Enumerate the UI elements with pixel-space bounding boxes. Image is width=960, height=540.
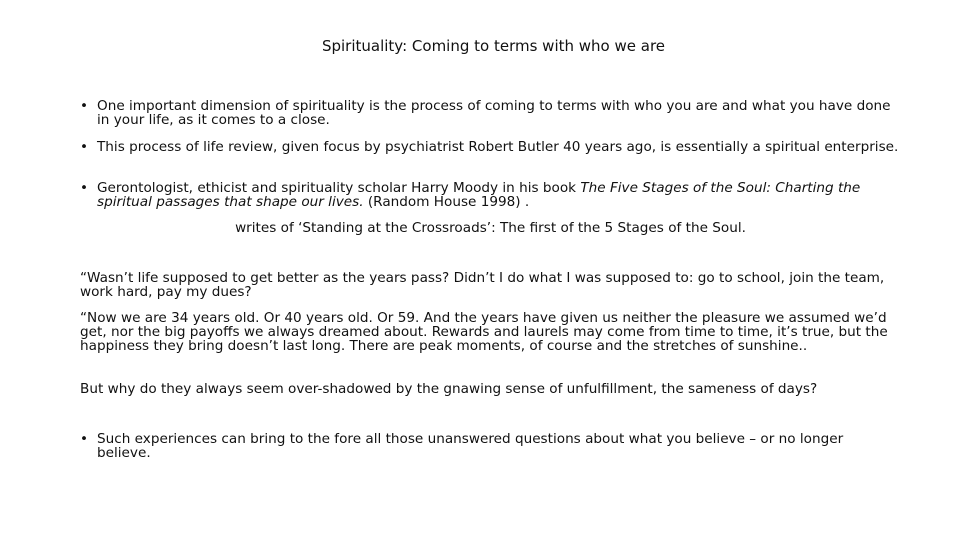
bullet-text-after-title: (Random House 1998) . — [363, 194, 530, 210]
bullet-text: One important dimension of spirituality is the process of coming to terms with who you are and what you have done in your life, as it comes to a close. — [97, 98, 891, 128]
closing-bullet-text: Such experiences can bring to the fore all those unanswered questions about what you believe – or no longer believe. — [97, 431, 844, 461]
bullet-item-1 — [80, 99, 900, 127]
quote-paragraph-3: But why do they always seem over-shadowed by the gnawing sense of unfulfillment, the sameness of days? — [80, 381, 818, 397]
book-title: The Five Stages of the Soul: Charting the spiritual passages that shape our lives. — [97, 180, 861, 210]
bullet-dot-icon: • — [80, 98, 89, 114]
quote-paragraph-1: “Wasn’t life supposed to get better as the years pass? Didn’t I do what I was supposed to: go to school, join the team, work hard, pay my dues? — [80, 270, 885, 300]
bullet-item-3 — [80, 181, 900, 209]
quote-paragraph-2: “Now we are 34 years old. Or 40 years old. Or 59. And the years have given us neither the pleasure we assumed we’d get, nor the big payoffs we always dreamed about. Rewards and laurels may come from time to time, it’s true, but the happiness they bring doesn’t last long. There are peak moments, of course and the stretches of sunshine.. — [80, 310, 888, 354]
bullet-text: This process of life review, given focus by psychiatrist Robert Butler 40 years ago, is essentially a spiritual enterprise. — [97, 139, 899, 155]
crossroads-line: writes of ‘Standing at the Crossroads’: The first of the 5 Stages of the Soul. — [235, 220, 746, 236]
slide-title: Spirituality: Coming to terms with who we are — [321, 37, 666, 55]
bullet-dot-icon: • — [80, 180, 89, 196]
bullet-item-2 — [80, 140, 900, 154]
bullet-dot-icon: • — [80, 431, 89, 447]
bullet-text-before-title: Gerontologist, ethicist and spirituality scholar Harry Moody in his book — [97, 180, 581, 196]
bullet-dot-icon: • — [80, 139, 89, 155]
closing-bullet — [80, 432, 900, 460]
